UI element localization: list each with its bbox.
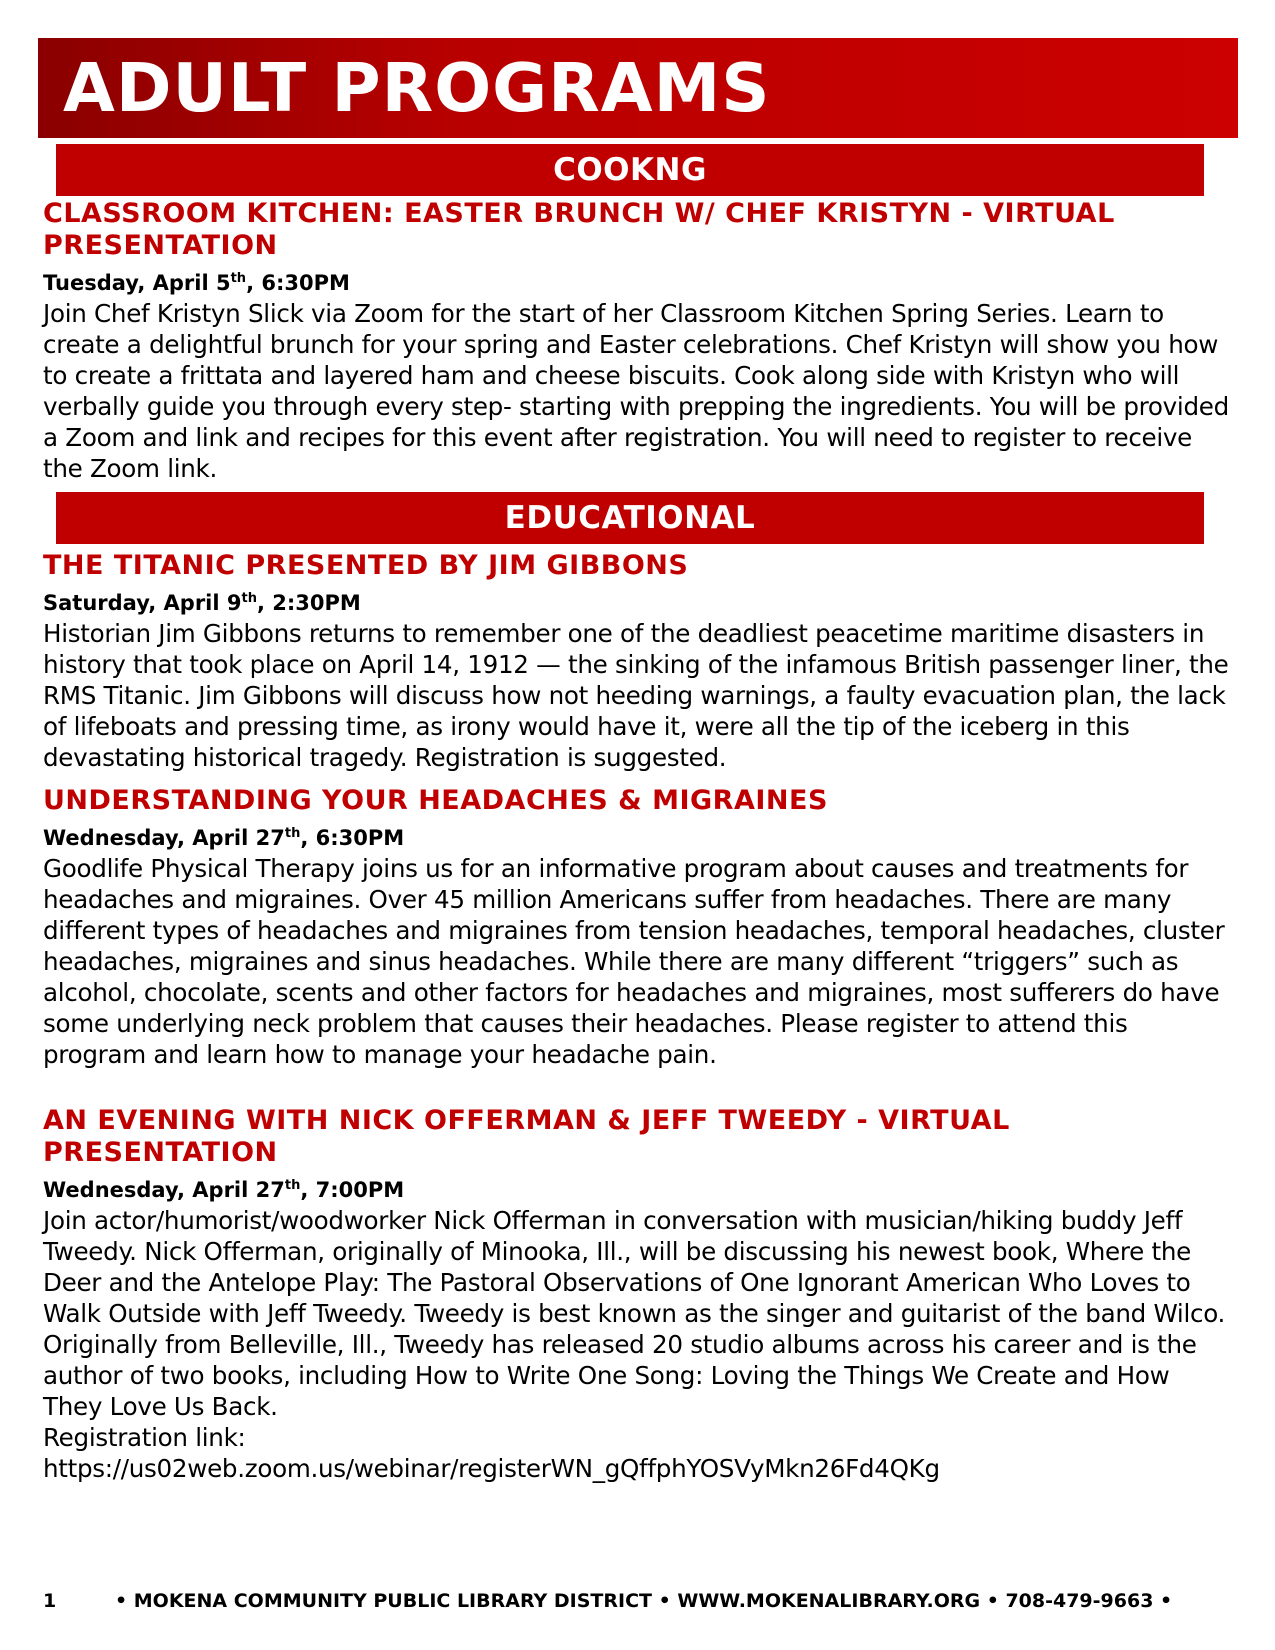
event-description: Join Chef Kristyn Slick via Zoom for the start of her Classroom Kitchen Spring Series. Learn to create a delightful brunch for your spring and Easter celebrations. Chef Kristyn will show you how to create a frittata and layered ham and cheese biscuits. Cook along side with Kristyn who will verbally guide you through every step- starting with prepping the ingredients. You will be provided a Zoom and link and recipes for this event after registration. You will need to register to receive the Zoom link. bbox=[43, 299, 1229, 483]
event-title: THE TITANIC PRESENTED BY JIM GIBBONS bbox=[43, 550, 689, 581]
event-titanic bbox=[43, 550, 1233, 773]
section-header-cooking: COOKNG bbox=[56, 144, 1204, 196]
event-headaches-migraines bbox=[43, 785, 1233, 1070]
event-title: AN EVENING WITH NICK OFFERMAN & JEFF TWEEDY - VIRTUAL PRESENTATION bbox=[43, 1105, 1010, 1168]
event-date: Saturday, April 9th, 2:30PM bbox=[43, 591, 361, 615]
footer-text: • MOKENA COMMUNITY PUBLIC LIBRARY DISTRICT • WWW.MOKENALIBRARY.ORG • 708-479-9663 • bbox=[115, 1590, 1173, 1612]
event-classroom-kitchen bbox=[43, 198, 1233, 484]
event-date: Tuesday, April 5th, 6:30PM bbox=[43, 271, 350, 295]
page-title: ADULT PROGRAMS bbox=[63, 49, 771, 127]
event-offerman-tweedy bbox=[43, 1105, 1233, 1484]
event-description: Join actor/humorist/woodworker Nick Offerman in conversation with musician/hiking buddy Jeff Tweedy. Nick Offerman, originally of Minooka, Ill., will be discussing his newest book, Where the Deer and the Antelope Play: The Pastoral Observations of One Ignorant American Who Loves to Walk Outside with Jeff Tweedy. Tweedy is best known as the singer and guitarist of the band Wilco. Originally from Belleville, Ill., Tweedy has released 20 studio albums across his career and is the author of two books, including How to Write One Song: Loving the Things We Create and How They Love Us Back. bbox=[43, 1206, 1226, 1421]
registration-link[interactable]: https://us02web.zoom.us/webinar/registerWN_gQffphYOSVyMkn26Fd4QKg bbox=[43, 1454, 940, 1483]
event-date: Wednesday, April 27th, 7:00PM bbox=[43, 1178, 405, 1202]
section-header-educational: EDUCATIONAL bbox=[56, 492, 1204, 544]
event-description: Goodlife Physical Therapy joins us for an informative program about causes and treatments for headaches and migraines. Over 45 million Americans suffer from headaches. There are many different types of headaches and migraines from tension headaches, temporal headaches, cluster headaches, migraines and sinus headaches. While there are many different “triggers” such as alcohol, chocolate, scents and other factors for headaches and migraines, most sufferers do have some underlying neck problem that causes their headaches. Please register to attend this program and learn how to manage your headache pain. bbox=[43, 854, 1225, 1069]
event-date: Wednesday, April 27th, 6:30PM bbox=[43, 826, 405, 850]
event-title: UNDERSTANDING YOUR HEADACHES & MIGRAINES bbox=[43, 785, 828, 816]
page-number: 1 bbox=[43, 1590, 57, 1612]
footer bbox=[43, 1586, 1233, 1616]
registration-label: Registration link: bbox=[43, 1423, 246, 1452]
header-banner bbox=[38, 38, 1238, 138]
event-title: CLASSROOM KITCHEN: EASTER BRUNCH W/ CHEF KRISTYN - VIRTUAL PRESENTATION bbox=[43, 198, 1115, 261]
event-description: Historian Jim Gibbons returns to remember one of the deadliest peacetime maritime disasters in history that took place on April 14, 1912 — the sinking of the infamous British passenger liner, the RMS Titanic. Jim Gibbons will discuss how not heeding warnings, a faulty evacuation plan, the lack of lifeboats and pressing time, as irony would have it, were all the tip of the iceberg in this devastating historical tragedy. Registration is suggested. bbox=[43, 619, 1229, 772]
